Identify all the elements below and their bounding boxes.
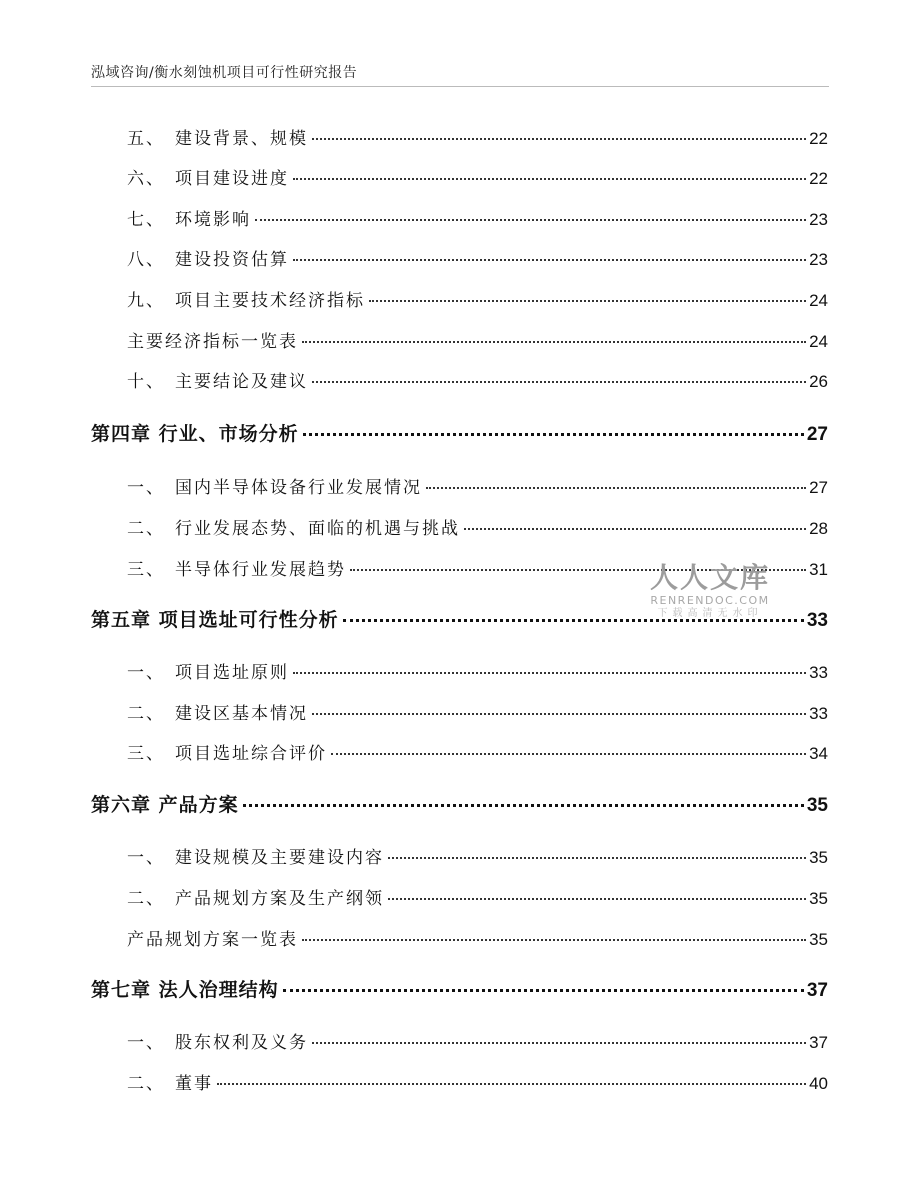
toc-entry-title: 董事	[175, 1074, 213, 1094]
toc-entry-page: 27	[806, 424, 828, 445]
toc-dot-leader	[331, 753, 806, 755]
header-rule	[91, 86, 829, 87]
toc-entry-number: 二、	[127, 704, 165, 724]
toc-chapter-title: 第五章 项目选址可行性分析	[91, 609, 339, 631]
toc-chapter-title: 第七章 法人治理结构	[91, 979, 279, 1001]
toc-entry-page: 22	[809, 169, 828, 188]
toc-entry-page: 37	[806, 980, 828, 1001]
toc-entry-number: 八、	[127, 250, 165, 270]
toc-dot-leader	[312, 713, 806, 715]
toc-entry-number: 二、	[127, 519, 165, 539]
toc-entry[interactable]	[127, 367, 828, 392]
toc-entry-title: 建设背景、规模	[175, 129, 308, 149]
toc-chapter-entry[interactable]	[91, 790, 828, 817]
toc-entry[interactable]	[127, 739, 828, 764]
toc-entry-number: 二、	[127, 1074, 165, 1094]
toc-entry-title: 项目选址原则	[175, 663, 289, 683]
toc-chapter-title: 第四章 行业、市场分析	[91, 423, 299, 445]
toc-entry-number: 三、	[127, 744, 165, 764]
toc-dot-leader	[350, 569, 806, 571]
toc-entry-number: 六、	[127, 169, 165, 189]
toc-entry[interactable]	[127, 884, 828, 909]
toc-entry-title: 行业发展态势、面临的机遇与挑战	[175, 519, 460, 539]
toc-entry-page: 31	[809, 560, 828, 579]
toc-dot-leader	[312, 138, 806, 140]
toc-dot-leader	[303, 433, 804, 436]
toc-entry-page: 35	[809, 930, 828, 949]
toc-entry-page: 35	[809, 889, 828, 908]
toc-entry-number: 二、	[127, 889, 165, 909]
toc-entry-number: 十、	[127, 372, 165, 392]
toc-entry-page: 24	[809, 332, 828, 351]
toc-entry-title: 股东权利及义务	[175, 1033, 308, 1053]
toc-dot-leader	[369, 300, 806, 302]
toc-dot-leader	[293, 672, 806, 674]
toc-entry-page: 40	[809, 1074, 828, 1093]
watermark-url: RENRENDOC.COM	[650, 594, 770, 607]
toc-dot-leader	[243, 804, 804, 807]
toc-entry[interactable]	[127, 843, 828, 868]
toc-entry-title: 国内半导体设备行业发展情况	[175, 478, 422, 498]
toc-dot-leader	[293, 259, 806, 261]
toc-dot-leader	[312, 381, 806, 383]
toc-entry-page: 23	[809, 250, 828, 269]
toc-entry-number: 九、	[127, 291, 165, 311]
toc-entry-title: 建设规模及主要建设内容	[175, 848, 384, 868]
toc-entry-page: 33	[809, 663, 828, 682]
toc-entry-title: 项目建设进度	[175, 169, 289, 189]
toc-entry-page: 28	[809, 519, 828, 538]
toc-entry-title: 半导体行业发展趋势	[175, 560, 346, 580]
toc-dot-leader	[426, 487, 806, 489]
watermark-subtext: 下载高清无水印	[657, 608, 763, 619]
toc-entry-page: 24	[809, 291, 828, 310]
toc-entry[interactable]	[127, 925, 828, 950]
toc-entry-page: 35	[806, 795, 828, 816]
toc-chapter-entry[interactable]	[91, 975, 828, 1002]
toc-chapter-title: 第六章 产品方案	[91, 794, 239, 816]
toc-entry-number: 一、	[127, 478, 165, 498]
toc-dot-leader	[464, 528, 806, 530]
toc-entry-page: 23	[809, 210, 828, 229]
toc-dot-leader	[293, 178, 806, 180]
toc-entry[interactable]	[127, 699, 828, 724]
toc-entry-page: 37	[809, 1033, 828, 1052]
toc-entry-title: 建设区基本情况	[175, 704, 308, 724]
toc-entry-number: 三、	[127, 560, 165, 580]
toc-dot-leader	[388, 898, 806, 900]
toc-entry[interactable]	[127, 327, 828, 352]
toc-entry-number: 一、	[127, 663, 165, 683]
toc-entry-page: 35	[809, 848, 828, 867]
toc-dot-leader	[283, 989, 804, 992]
toc-entry-number: 七、	[127, 210, 165, 230]
toc-entry[interactable]	[127, 473, 828, 498]
toc-chapter-entry[interactable]	[91, 605, 828, 632]
toc-entry[interactable]	[127, 124, 828, 149]
toc-entry[interactable]	[127, 514, 828, 539]
toc-entry[interactable]	[127, 1069, 828, 1094]
toc-dot-leader	[343, 619, 804, 622]
toc-entry-number: 五、	[127, 129, 165, 149]
running-header: 泓域咨询/衡水刻蚀机项目可行性研究报告	[91, 65, 358, 81]
toc-entry-page: 27	[809, 478, 828, 497]
toc-entry[interactable]	[127, 555, 828, 580]
watermark-main-text: 人人文库	[649, 561, 770, 594]
toc-entry-page: 26	[809, 372, 828, 391]
toc-entry-page: 22	[809, 129, 828, 148]
toc-entry[interactable]	[127, 245, 828, 270]
toc-entry[interactable]	[127, 205, 828, 230]
toc-entry-title: 建设投资估算	[175, 250, 289, 270]
toc-dot-leader	[312, 1042, 806, 1044]
toc-entry-number: 一、	[127, 848, 165, 868]
toc-entry-title: 项目主要技术经济指标	[175, 291, 365, 311]
toc-entry-title: 项目选址综合评价	[175, 744, 327, 764]
toc-entry[interactable]	[127, 1028, 828, 1053]
toc-entry-title: 主要结论及建议	[175, 372, 308, 392]
toc-entry-page: 34	[809, 744, 828, 763]
toc-chapter-entry[interactable]	[91, 419, 828, 446]
toc-entry-number: 一、	[127, 1033, 165, 1053]
toc-entry[interactable]	[127, 164, 828, 189]
toc-entry-page: 33	[809, 704, 828, 723]
toc-entry[interactable]	[127, 286, 828, 311]
toc-entry-page: 33	[806, 610, 828, 631]
toc-dot-leader	[255, 219, 806, 221]
toc-entry[interactable]	[127, 658, 828, 683]
toc-entry-title: 产品规划方案及生产纲领	[175, 889, 384, 909]
toc-entry-title: 主要经济指标一览表	[127, 332, 298, 352]
toc-dot-leader	[217, 1083, 806, 1085]
toc-dot-leader	[302, 939, 806, 941]
toc-dot-leader	[388, 857, 806, 859]
toc-dot-leader	[302, 341, 806, 343]
toc-entry-title: 环境影响	[175, 210, 251, 230]
toc-entry-title: 产品规划方案一览表	[127, 930, 298, 950]
